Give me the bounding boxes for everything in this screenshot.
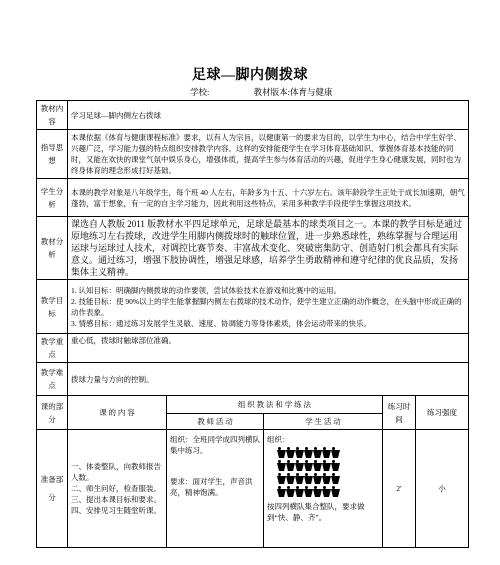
teacher-header: 教 师 活 动 [167, 414, 264, 430]
goal-item: 2. 技能目标：使 90%以上的学生能掌握脚内侧左右拨球的技术动作，使学生建立正确的动作概念，在头脑中形成正确的动作表象。 [71, 296, 462, 317]
student-figure-icon [284, 447, 293, 459]
edition-label: 教材版本:体育与健康 [253, 87, 333, 97]
schedule-header-row [37, 396, 469, 414]
teacher-req: 要求：面对学生，声音洪亮，精神饱满。 [170, 477, 253, 497]
row-label: 教学重点 [37, 334, 68, 363]
student-figure-icon [275, 460, 284, 472]
student-figure-icon [311, 447, 320, 459]
prep-item: 一、体委整队，向教师报告人数。 [71, 462, 161, 482]
prep-teacher [167, 430, 264, 548]
student-figure-icon [302, 486, 311, 498]
student-figure-icon [329, 460, 338, 472]
student-figure-icon [293, 460, 302, 472]
row-text: 重心低，拨球时触球部位准确。 [68, 334, 469, 363]
prep-item: 三、提出本课目标和要求。 [71, 495, 161, 504]
row-goals [37, 280, 469, 334]
row-text: 学习足球—脚内侧左右拨球 [68, 101, 469, 130]
student-figure-icon [302, 473, 311, 485]
prep-item: 四、安排见习生随堂听课。 [71, 506, 161, 515]
page-title: 足球—脚内侧拨球 [192, 68, 308, 83]
student-req: 按四列横队集合整队，要求做到“快、静、齐”。 [267, 502, 365, 522]
prep-item: 二、师生问好，检查服装。 [71, 484, 161, 493]
student-figure-icon [302, 447, 311, 459]
student-figure-icon [275, 486, 284, 498]
part-header: 课的部分 [37, 396, 68, 430]
method-header: 组 织 教 法 和 学 练 法 [167, 396, 383, 414]
row-students [37, 179, 469, 217]
student-figure-icon [320, 473, 329, 485]
prep-row [37, 430, 469, 548]
student-figure-icon [329, 447, 338, 459]
row-text: 课选自人教版 2011 版教材水平四足球单元，足球是最基本的球类项目之一。本课的教学目标是通过原地练习左右拨球，改进学生用脚内侧拨球时的触球位置，进一步熟悉球性，熟练掌握与合理运用运球与运球过人技术，对调控比赛节奏、丰富战术变化、突破密集防守、创造射门机会都具有实际意义。通过练习，增强下肢协调性，增强足球感，培养学生勇敢精神和遵守纪律的优良品质，发扬集体主义精神。 [68, 217, 469, 280]
time-header: 练习时间 [383, 396, 416, 430]
row-text: 本课依据《体育与健康课程标准》要求，以有人为宗旨，以健康第一的要求为目的，以学生为中心，结合中学生好学、兴趣广泛，学习能力强的特点组织安排教学内容。这样的安排能使学生在学习体育基础知识、掌握体育基本技能的同时，又能在欢快的课堂气氛中娱乐身心，增强体质，提高学生参与体育活动的兴趣，促进学生身心健康发展，同时也为终身体育的理念形成打好基础。 [68, 130, 469, 179]
row-label: 教学难点 [37, 363, 68, 396]
prep-content [68, 430, 167, 548]
student-figure-icon [329, 486, 338, 498]
row-difficult [37, 363, 469, 396]
student-figure-icon [329, 473, 338, 485]
student-figure-icon [311, 473, 320, 485]
student-header: 学 生 活 动 [264, 414, 383, 430]
content-header: 课 的 内 容 [68, 396, 167, 430]
subtitle [190, 86, 333, 98]
teacher-org: 组织：全班同学成四列横队集中练习。 [170, 435, 260, 455]
student-figure-icon [320, 447, 329, 459]
student-figure-icon [284, 473, 293, 485]
row-key [37, 334, 469, 363]
row-guide [37, 130, 469, 179]
student-figure-icon [320, 460, 329, 472]
goal-item: 1. 认知目标：明确脚内侧拨球的动作要领，尝试体验技术在游戏和比赛中的运用。 [71, 285, 341, 295]
student-figure-icon [293, 447, 302, 459]
row-text [68, 280, 469, 334]
student-figure-icon [275, 447, 284, 459]
student-figure-icon [284, 460, 293, 472]
row-label: 教材内容 [37, 101, 68, 130]
prep-part-label: 准备部分 [37, 430, 68, 548]
student-figure-icon [293, 473, 302, 485]
student-figure-icon [311, 460, 320, 472]
school-label: 学校: [190, 87, 210, 97]
row-label: 教材分析 [37, 217, 68, 280]
formation-diagram [275, 447, 379, 498]
row-text: 拨球力量与方向的控制。 [68, 363, 469, 396]
lesson-plan-table [36, 100, 469, 548]
row-label: 学生分析 [37, 179, 68, 217]
row-material [37, 217, 469, 280]
student-figure-icon [311, 486, 320, 498]
goal-item: 3. 情感目标：通过练习发展学生灵敏、速度、协调能力等身体素质，体会运动带来的快乐。 [71, 318, 371, 328]
student-figure-icon [302, 460, 311, 472]
row-content [37, 101, 469, 130]
prep-student [264, 430, 383, 548]
student-figure-icon [275, 473, 284, 485]
student-org: 组织： [267, 435, 290, 444]
row-label: 教学目标 [37, 280, 68, 334]
prep-intensity: 小 [416, 430, 469, 548]
row-label: 指导思想 [37, 130, 68, 179]
intensity-header: 练习强度 [416, 396, 469, 430]
prep-time: 2′ [383, 430, 416, 548]
student-figure-icon [320, 486, 329, 498]
student-figure-icon [284, 486, 293, 498]
student-figure-icon [293, 486, 302, 498]
row-text: 本课的教学对象是八年级学生，每个班 40 人左右，年龄多为十五、十六岁左右。该年龄段学生正处于成长加速期，朝气蓬勃，富于想象，有一定的自主学习能力，因此利用这些特点，采用多种教学手段使学生掌握这项技术。 [68, 179, 469, 217]
